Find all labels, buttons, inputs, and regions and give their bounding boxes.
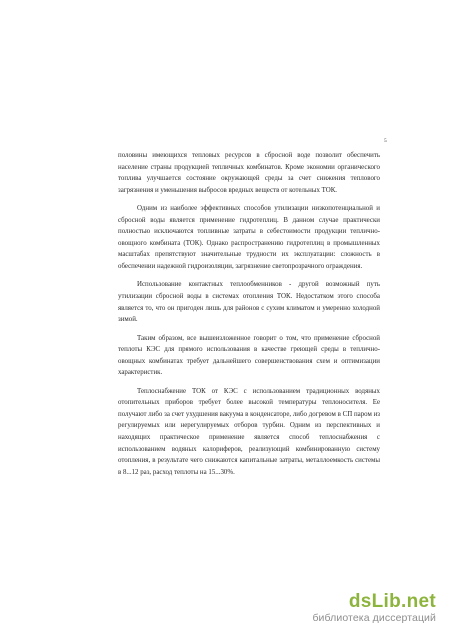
dslib-watermark — [312, 592, 436, 624]
paragraph-1: половины имеющихся тепловых ресурсов в сбросной воде позволит обеспечить население страны продукцией тепличных комбинатов. Кроме экономии органического топлива улучшается состояние окружающей среды за счет снижения теплового загрязнения и уменьшения выбросов вредных веществ от котельных ТОК. — [118, 152, 380, 194]
paragraph-3: Использование контактных теплообменников - другой возможный путь утилизации сбросной воды в системах отопления ТОК. Недостатком этого способа является то, что он пригоден лишь для районов с сухим климатом и умеренно холодной зимой. — [118, 281, 380, 324]
paragraph-5: Теплоснабжение ТОК от КЭС с использованием традиционных водяных отопительных приборов требует более высокой температуры теплоносителя. Ее получают либо за счет ухудшения вакуума в конденсаторе, либо догревом в СП паром из регулируемых или нерегулируемых отборов турбин. Одним из перспективных и находящих практическое применение является способ теплоснабжения с использованием водяных калориферов, реализующий комбинированную систему отопления, в результате чего снижаются капитальные затраты, металлоемкость системы в 8...12 раз, расход теплоты на 15...30%. — [118, 387, 380, 476]
watermark-logo: dsLib.net — [348, 591, 436, 612]
document-body — [118, 150, 380, 485]
watermark-caption: библиотека диссертаций — [312, 612, 436, 624]
page-number: 5 — [384, 138, 387, 144]
paragraph-2: Одним из наиболее эффективных способов утилизации низкопотенциальной и сбросной воды является применение гидротеплиц. В данном случае практически полностью исключаются топливные затраты в себестоимости продукции теплично-овощного комбината (ТОК). Однако распространению гидротеплиц в промышленных масштабах препятствуют значительные трудности их эксплуатации: сложность в обеспечении надежной гидроизоляции, загрязнение светопрозрачного ограждения. — [118, 205, 380, 270]
paragraph-4: Таким образом, все вышеизложенное говорит о том, что применение сбросной теплоты КЭС для прямого использования в качестве греющей среды в теплично-овощных комбинатах требует дальнейшего совершенствования схем и оптимизации характеристик. — [118, 334, 380, 377]
